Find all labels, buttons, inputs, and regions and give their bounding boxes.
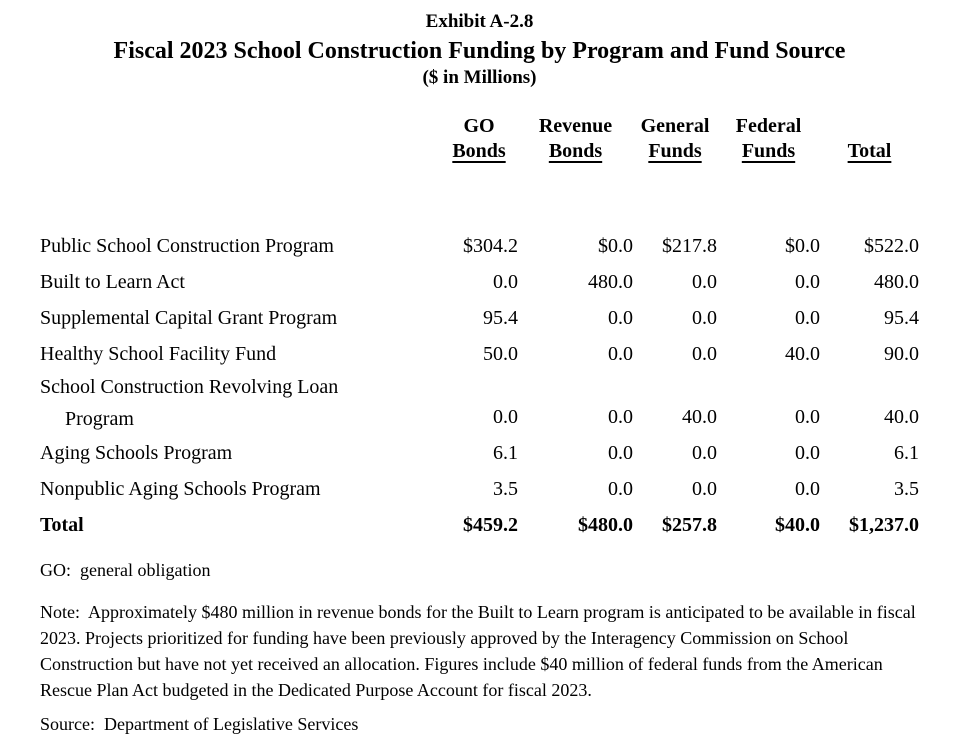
total-revenue-bonds: $480.0 (578, 514, 633, 536)
value-go-bonds: 50.0 (483, 343, 518, 365)
program-name: Nonpublic Aging Schools Program (40, 478, 321, 500)
header-line1: Revenue (538, 115, 613, 137)
program-name: Built to Learn Act (40, 271, 185, 293)
value-go-bonds: 0.0 (493, 271, 518, 293)
program-name: Healthy School Facility Fund (40, 343, 277, 365)
total-row (40, 507, 919, 543)
total-total: $1,237.0 (849, 514, 919, 536)
value-federal-funds: 0.0 (795, 271, 820, 293)
program-name: Public School Construction Program (40, 235, 334, 257)
subtitle-dollars-in-millions: ($ in Millions) (422, 67, 537, 88)
footnote-source: Source: Department of Legislative Services (40, 714, 359, 734)
value-revenue-bonds: 0.0 (608, 406, 633, 428)
footnote-go-definition: GO: general obligation (40, 560, 211, 580)
program-name: Supplemental Capital Grant Program (40, 307, 338, 329)
value-total: 3.5 (894, 478, 919, 500)
table-row (40, 300, 919, 336)
value-total: 480.0 (874, 271, 919, 293)
total-label: Total (40, 514, 84, 536)
value-federal-funds: 0.0 (795, 406, 820, 428)
header-general-funds (633, 114, 717, 164)
header-line1: Federal (735, 115, 802, 137)
funding-table (40, 114, 919, 543)
value-federal-funds: $0.0 (785, 235, 820, 257)
header-row (40, 114, 919, 164)
program-name: Aging Schools Program (40, 442, 233, 464)
value-revenue-bonds: 0.0 (608, 478, 633, 500)
value-go-bonds: 0.0 (493, 406, 518, 428)
table-row (40, 435, 919, 471)
value-total: $522.0 (864, 235, 919, 257)
value-general-funds: 0.0 (692, 442, 717, 464)
value-go-bonds: 95.4 (483, 307, 518, 329)
value-federal-funds: 0.0 (795, 478, 820, 500)
value-revenue-bonds: 0.0 (608, 442, 633, 464)
exhibit-label: Exhibit A-2.8 (425, 11, 534, 32)
table-header (40, 114, 919, 164)
value-federal-funds: 40.0 (785, 343, 820, 365)
value-revenue-bonds: 0.0 (608, 343, 633, 365)
value-federal-funds: 0.0 (795, 442, 820, 464)
value-general-funds: $217.8 (662, 235, 717, 257)
value-general-funds: 0.0 (692, 307, 717, 329)
total-go-bonds: $459.2 (463, 514, 518, 536)
header-line2: Total (847, 140, 892, 162)
value-go-bonds: 6.1 (493, 442, 518, 464)
value-total: 40.0 (884, 406, 919, 428)
spacer-row (40, 164, 919, 228)
value-federal-funds: 0.0 (795, 307, 820, 329)
header-line1: General (640, 115, 710, 137)
table-row (40, 471, 919, 507)
value-go-bonds: 3.5 (493, 478, 518, 500)
header-program-blank (40, 114, 440, 164)
program-name (40, 372, 440, 435)
value-total: 95.4 (884, 307, 919, 329)
table-row (40, 228, 919, 264)
value-total: 90.0 (884, 343, 919, 365)
footnote-note: Note: Approximately $480 million in revenue bonds for the Built to Learn program is anticipated to be available in fiscal 2023. Projects prioritized for funding have been previously approved by the Interagency Commission on School Construction but have not yet received an allocation. Figures include $40 million of federal funds from the American Rescue Plan Act budgeted in the Dedicated Purpose Account for fiscal 2023. (40, 602, 921, 700)
value-revenue-bonds: $0.0 (598, 235, 633, 257)
value-revenue-bonds: 0.0 (608, 307, 633, 329)
header-line2: Funds (648, 140, 702, 162)
title-block (40, 10, 919, 90)
header-total (820, 114, 919, 164)
value-revenue-bonds: 480.0 (588, 271, 633, 293)
total-federal-funds: $40.0 (775, 514, 820, 536)
table-row (40, 336, 919, 372)
table-row (40, 264, 919, 300)
total-general-funds: $257.8 (662, 514, 717, 536)
value-general-funds: 0.0 (692, 478, 717, 500)
value-go-bonds: $304.2 (463, 235, 518, 257)
value-general-funds: 0.0 (692, 271, 717, 293)
header-line2: Bonds (452, 140, 506, 162)
header-line2: Bonds (548, 140, 603, 162)
header-line1: GO (463, 115, 495, 137)
table-row (40, 372, 919, 435)
header-go-bonds (440, 114, 518, 164)
header-federal-funds (717, 114, 820, 164)
header-line2: Funds (741, 140, 796, 162)
table-body (40, 164, 919, 543)
program-name-line2: Program (65, 407, 134, 430)
header-revenue-bonds (518, 114, 633, 164)
value-general-funds: 0.0 (692, 343, 717, 365)
page-title: Fiscal 2023 School Construction Funding by Program and Fund Source (113, 38, 846, 64)
value-total: 6.1 (894, 442, 919, 464)
program-name-line1: School Construction Revolving Loan (40, 376, 339, 398)
value-general-funds: 40.0 (682, 406, 717, 428)
